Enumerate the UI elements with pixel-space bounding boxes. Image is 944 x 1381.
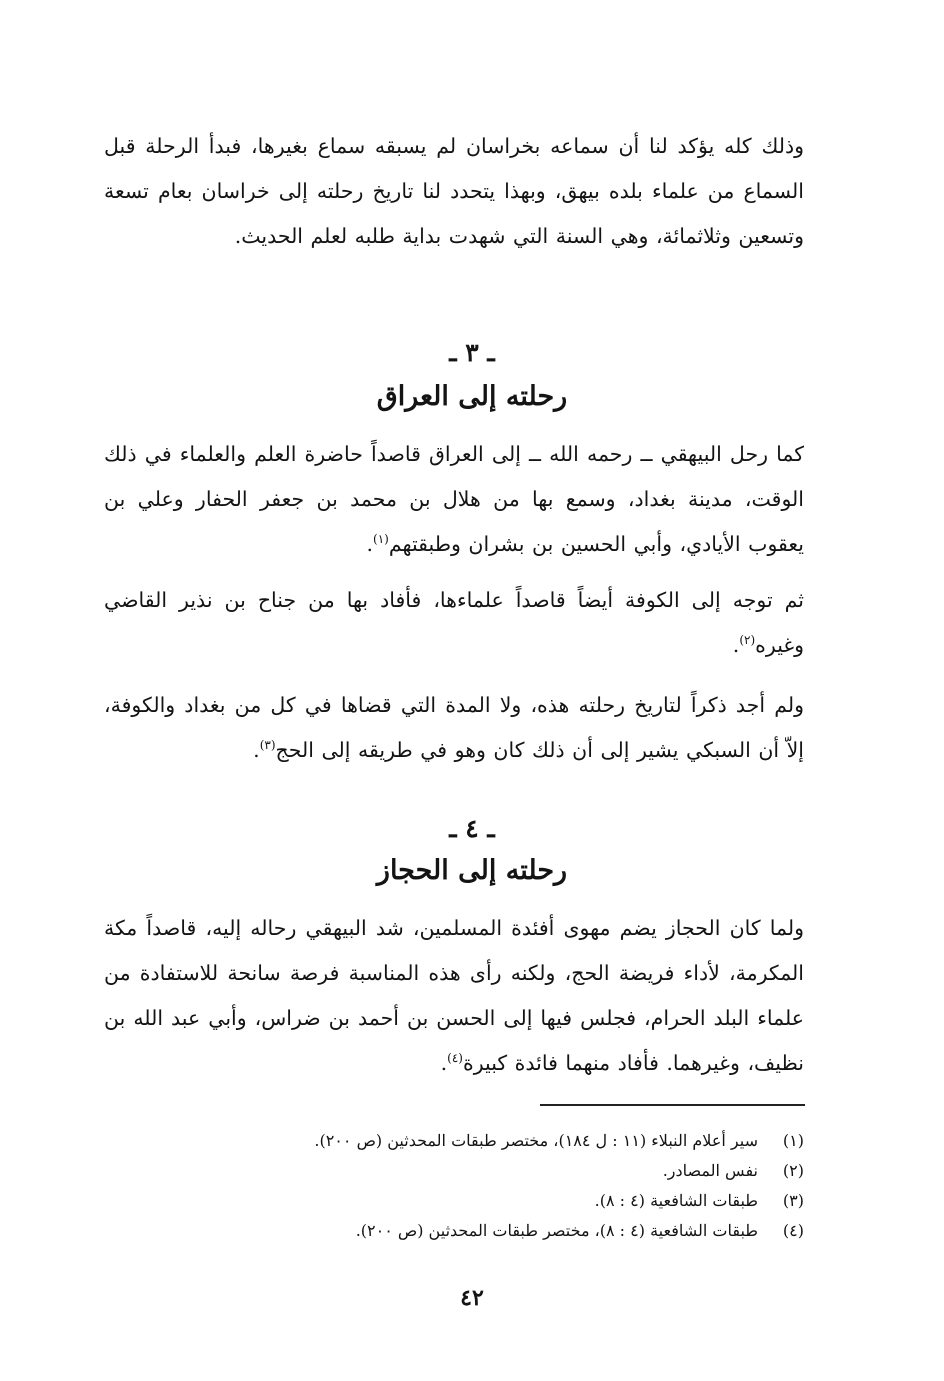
footnote-2 xyxy=(104,1156,804,1186)
footnote-ref-2: (٢) xyxy=(739,633,756,648)
footnote-number: (٤) xyxy=(782,1221,804,1240)
footnote-4 xyxy=(104,1216,804,1246)
section-4-number: ـ ٤ ـ xyxy=(449,814,495,843)
iraq-paragraph-3-text: ولم أجد ذكراً لتاريخ رحلته هذه، ولا المدة التي قضاها في كل من بغداد والكوفة، إلاّ أن السبكي يشير إلى أن ذلك كان وهو في طريقه إلى الحج xyxy=(104,693,804,762)
footnote-text: طبقات الشافعية (٤ : ٨)، مختصر طبقات المحدثين (ص ٢٠٠). xyxy=(355,1221,758,1240)
footnote-number: (٣) xyxy=(782,1191,804,1210)
iraq-paragraph-3 xyxy=(104,683,804,773)
footnote-ref-1: (١) xyxy=(373,532,389,547)
section-3-title: رحلته إلى العراق xyxy=(376,381,568,412)
footnote-3 xyxy=(104,1186,804,1216)
intro-paragraph: وذلك كله يؤكد لنا أن سماعه بخراسان لم يسبقه سماع بغيرها، فبدأ الرحلة قبل السماع من علماء بلده بيهق، وبهذا يتحدد لنا تاريخ رحلته إلى خراسان بعام تسعة وتسعين وثلاثمائة، وهي السنة التي شهدت بداية طلبه لعلم الحديث. xyxy=(104,134,804,248)
hijaz-paragraph-1 xyxy=(104,906,804,1086)
page-number: ٤٢ xyxy=(460,1285,484,1311)
footnote-text: سير أعلام النبلاء (١١ : ل ١٨٤)، مختصر طبقات المحدثين (ص ٢٠٠). xyxy=(314,1131,758,1150)
iraq-paragraph-2-end: . xyxy=(732,633,740,657)
iraq-paragraph-1-text: كما رحل البيهقي ــ رحمه الله ــ إلى العراق قاصداً حاضرة العلم والعلماء في ذلك الوقت، مدينة بغداد، وسمع بها من هلال بن محمد بن جعفر الحفار وعلي بن يعقوب الأيادي، وأبي الحسين بن بشران وطبقتهم xyxy=(104,442,804,556)
section-4-title: رحلته إلى الحجاز xyxy=(376,855,568,886)
footnote-ref-4: (٤) xyxy=(447,1051,463,1066)
iraq-paragraph-1 xyxy=(104,432,804,567)
footnote-number: (١) xyxy=(782,1131,804,1150)
footnote-text: نفس المصادر. xyxy=(662,1161,758,1180)
section-3-number: ـ ٣ ـ xyxy=(449,338,495,367)
iraq-paragraph-3-end: . xyxy=(253,738,260,762)
hijaz-paragraph-1-end: . xyxy=(440,1051,448,1075)
iraq-paragraph-2 xyxy=(104,578,804,668)
iraq-paragraph-1-end: . xyxy=(366,532,374,556)
footnote-number: (٢) xyxy=(782,1161,804,1180)
hijaz-paragraph-1-text: ولما كان الحجاز يضم مهوى أفئدة المسلمين، شد البيهقي رحاله إليه، قاصداً مكة المكرمة، لأداء فريضة الحج، ولكنه رأى هذه المناسبة فرصة سانحة للاستفادة من علماء البلد الحرام، فجلس فيها إلى الحسن بن أحمد بن ضراس، وأبي عبد الله بن نظيف، وغيرهما. فأفاد منهما فائدة كبيرة xyxy=(104,916,804,1075)
footnotes-list xyxy=(104,1126,804,1246)
footnote-ref-3: (٣) xyxy=(259,738,276,753)
footnote-text: طبقات الشافعية (٤ : ٨). xyxy=(594,1191,758,1210)
footnote-1 xyxy=(104,1126,804,1156)
iraq-paragraph-2-text: ثم توجه إلى الكوفة أيضاً قاصداً علماءها، فأفاد بها من جناح بن نذير القاضي وغيره xyxy=(104,588,804,657)
footnote-separator xyxy=(540,1104,805,1106)
